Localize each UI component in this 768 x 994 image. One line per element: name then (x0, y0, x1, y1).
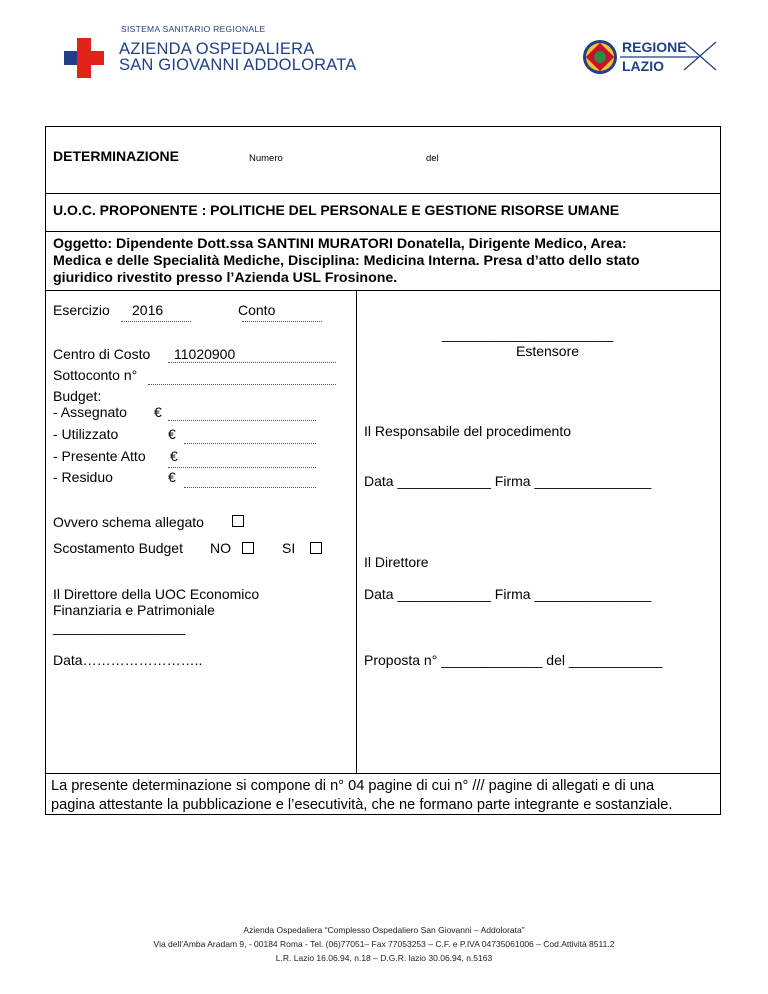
residuo-label: - Residuo (53, 469, 113, 485)
composition-note-line: La presente determinazione si compone di n° 04 pagine di cui n° /// pagine di allegati e di una (51, 778, 655, 794)
residuo-line (184, 487, 316, 488)
esercizio-line (121, 321, 191, 322)
esercizio-value: 2016 (132, 302, 164, 318)
org-name-line2: SAN GIOVANNI ADDOLORATA (119, 56, 357, 74)
sottoconto-label: Sottoconto n° (53, 367, 138, 383)
data-label: Data…………………….. (53, 652, 203, 668)
presente-atto-label: - Presente Atto (53, 448, 146, 464)
schema-allegato-label: Ovvero schema allegato (53, 514, 204, 530)
centro-di-costo-value: 11020900 (174, 346, 236, 362)
data-firma-direttore: Data ____________ Firma _______________ (364, 586, 652, 602)
utilizzato-line (184, 443, 316, 444)
determinazione-form (45, 126, 721, 815)
uoc-proponente: U.O.C. PROPONENTE : POLITICHE DEL PERSONALE E GESTIONE RISORSE UMANE (53, 202, 620, 218)
euro-sign: € (154, 404, 162, 420)
proposta-line: Proposta n° _____________ del ____________ (364, 652, 663, 668)
address-line: Via dell’Amba Aradam 9, - 00184 Roma - Tel. (06)77051– Fax 77053253 – C.F. e P.IVA 04735061006 – Cod.Attività 8511.2 (153, 939, 615, 949)
si-checkbox[interactable] (310, 542, 322, 554)
divider (46, 290, 720, 291)
del-label: del (426, 153, 439, 164)
estensore-signature-line: ______________________ (442, 326, 614, 342)
composition-note-line: pagina attestante la pubblicazione e l’esecutività, che ne formano parte integrante e sostanziale. (51, 797, 673, 813)
region-name-line1: REGIONE (622, 39, 687, 55)
address-line: L.R. Lazio 16.06.94, n.18 – D.G.R. lazio 30.06.94, n.5163 (275, 953, 493, 963)
address-line: Azienda Ospedaliera “Complesso Ospedaliero San Giovanni – Addolorata” (243, 925, 525, 935)
divider (46, 773, 720, 774)
schema-allegato-checkbox[interactable] (232, 515, 244, 527)
centro-di-costo-label: Centro di Costo (53, 346, 151, 362)
centro-line (168, 362, 336, 363)
direttore-label: Il Direttore (364, 554, 429, 570)
utilizzato-label: - Utilizzato (53, 426, 119, 442)
no-checkbox[interactable] (242, 542, 254, 554)
euro-sign: € (168, 469, 176, 485)
direttore-uoc-signature: _________________ (53, 619, 186, 635)
oggetto (53, 236, 713, 287)
assegnato-label: - Assegnato (53, 404, 127, 420)
oggetto-line: Medica e delle Specialità Mediche, Disciplina: Medicina Interna. Presa d’atto dello stato (53, 253, 640, 269)
divider (46, 231, 720, 232)
divider (46, 193, 720, 194)
oggetto-line: Oggetto: Dipendente Dott.ssa SANTINI MURATORI Donatella, Dirigente Medico, Area: (53, 236, 627, 252)
system-label: SISTEMA SANITARIO REGIONALE (121, 24, 266, 34)
conto-line (242, 321, 322, 322)
euro-sign: € (170, 448, 178, 464)
no-label: NO (210, 540, 231, 556)
presente-line (168, 467, 316, 468)
oggetto-line: giuridico rivestito presso l’Azienda USL Frosinone. (53, 270, 398, 286)
estensore-label: Estensore (516, 343, 580, 359)
scostamento-budget-label: Scostamento Budget (53, 540, 183, 556)
sottoconto-line (148, 384, 336, 385)
euro-sign: € (168, 426, 176, 442)
conto-label: Conto (238, 302, 276, 318)
red-cross-logo (64, 38, 104, 78)
direttore-uoc-label: Finanziaria e Patrimoniale (53, 602, 215, 618)
composition-note (51, 777, 719, 815)
assegnato-line (168, 420, 316, 421)
org-name-line1: AZIENDA OSPEDALIERA (119, 40, 315, 58)
numero-label: Numero (249, 153, 283, 164)
form-title: DETERMINAZIONE (53, 148, 179, 164)
budget-label: Budget: (53, 388, 102, 404)
column-divider (356, 290, 357, 774)
responsabile-label: Il Responsabile del procedimento (364, 423, 572, 439)
direttore-uoc-label: Il Direttore della UOC Economico (53, 586, 260, 602)
si-label: SI (282, 540, 296, 556)
esercizio-label: Esercizio (53, 302, 110, 318)
data-firma-responsabile: Data ____________ Firma _______________ (364, 473, 652, 489)
region-name-line2: LAZIO (622, 58, 664, 74)
